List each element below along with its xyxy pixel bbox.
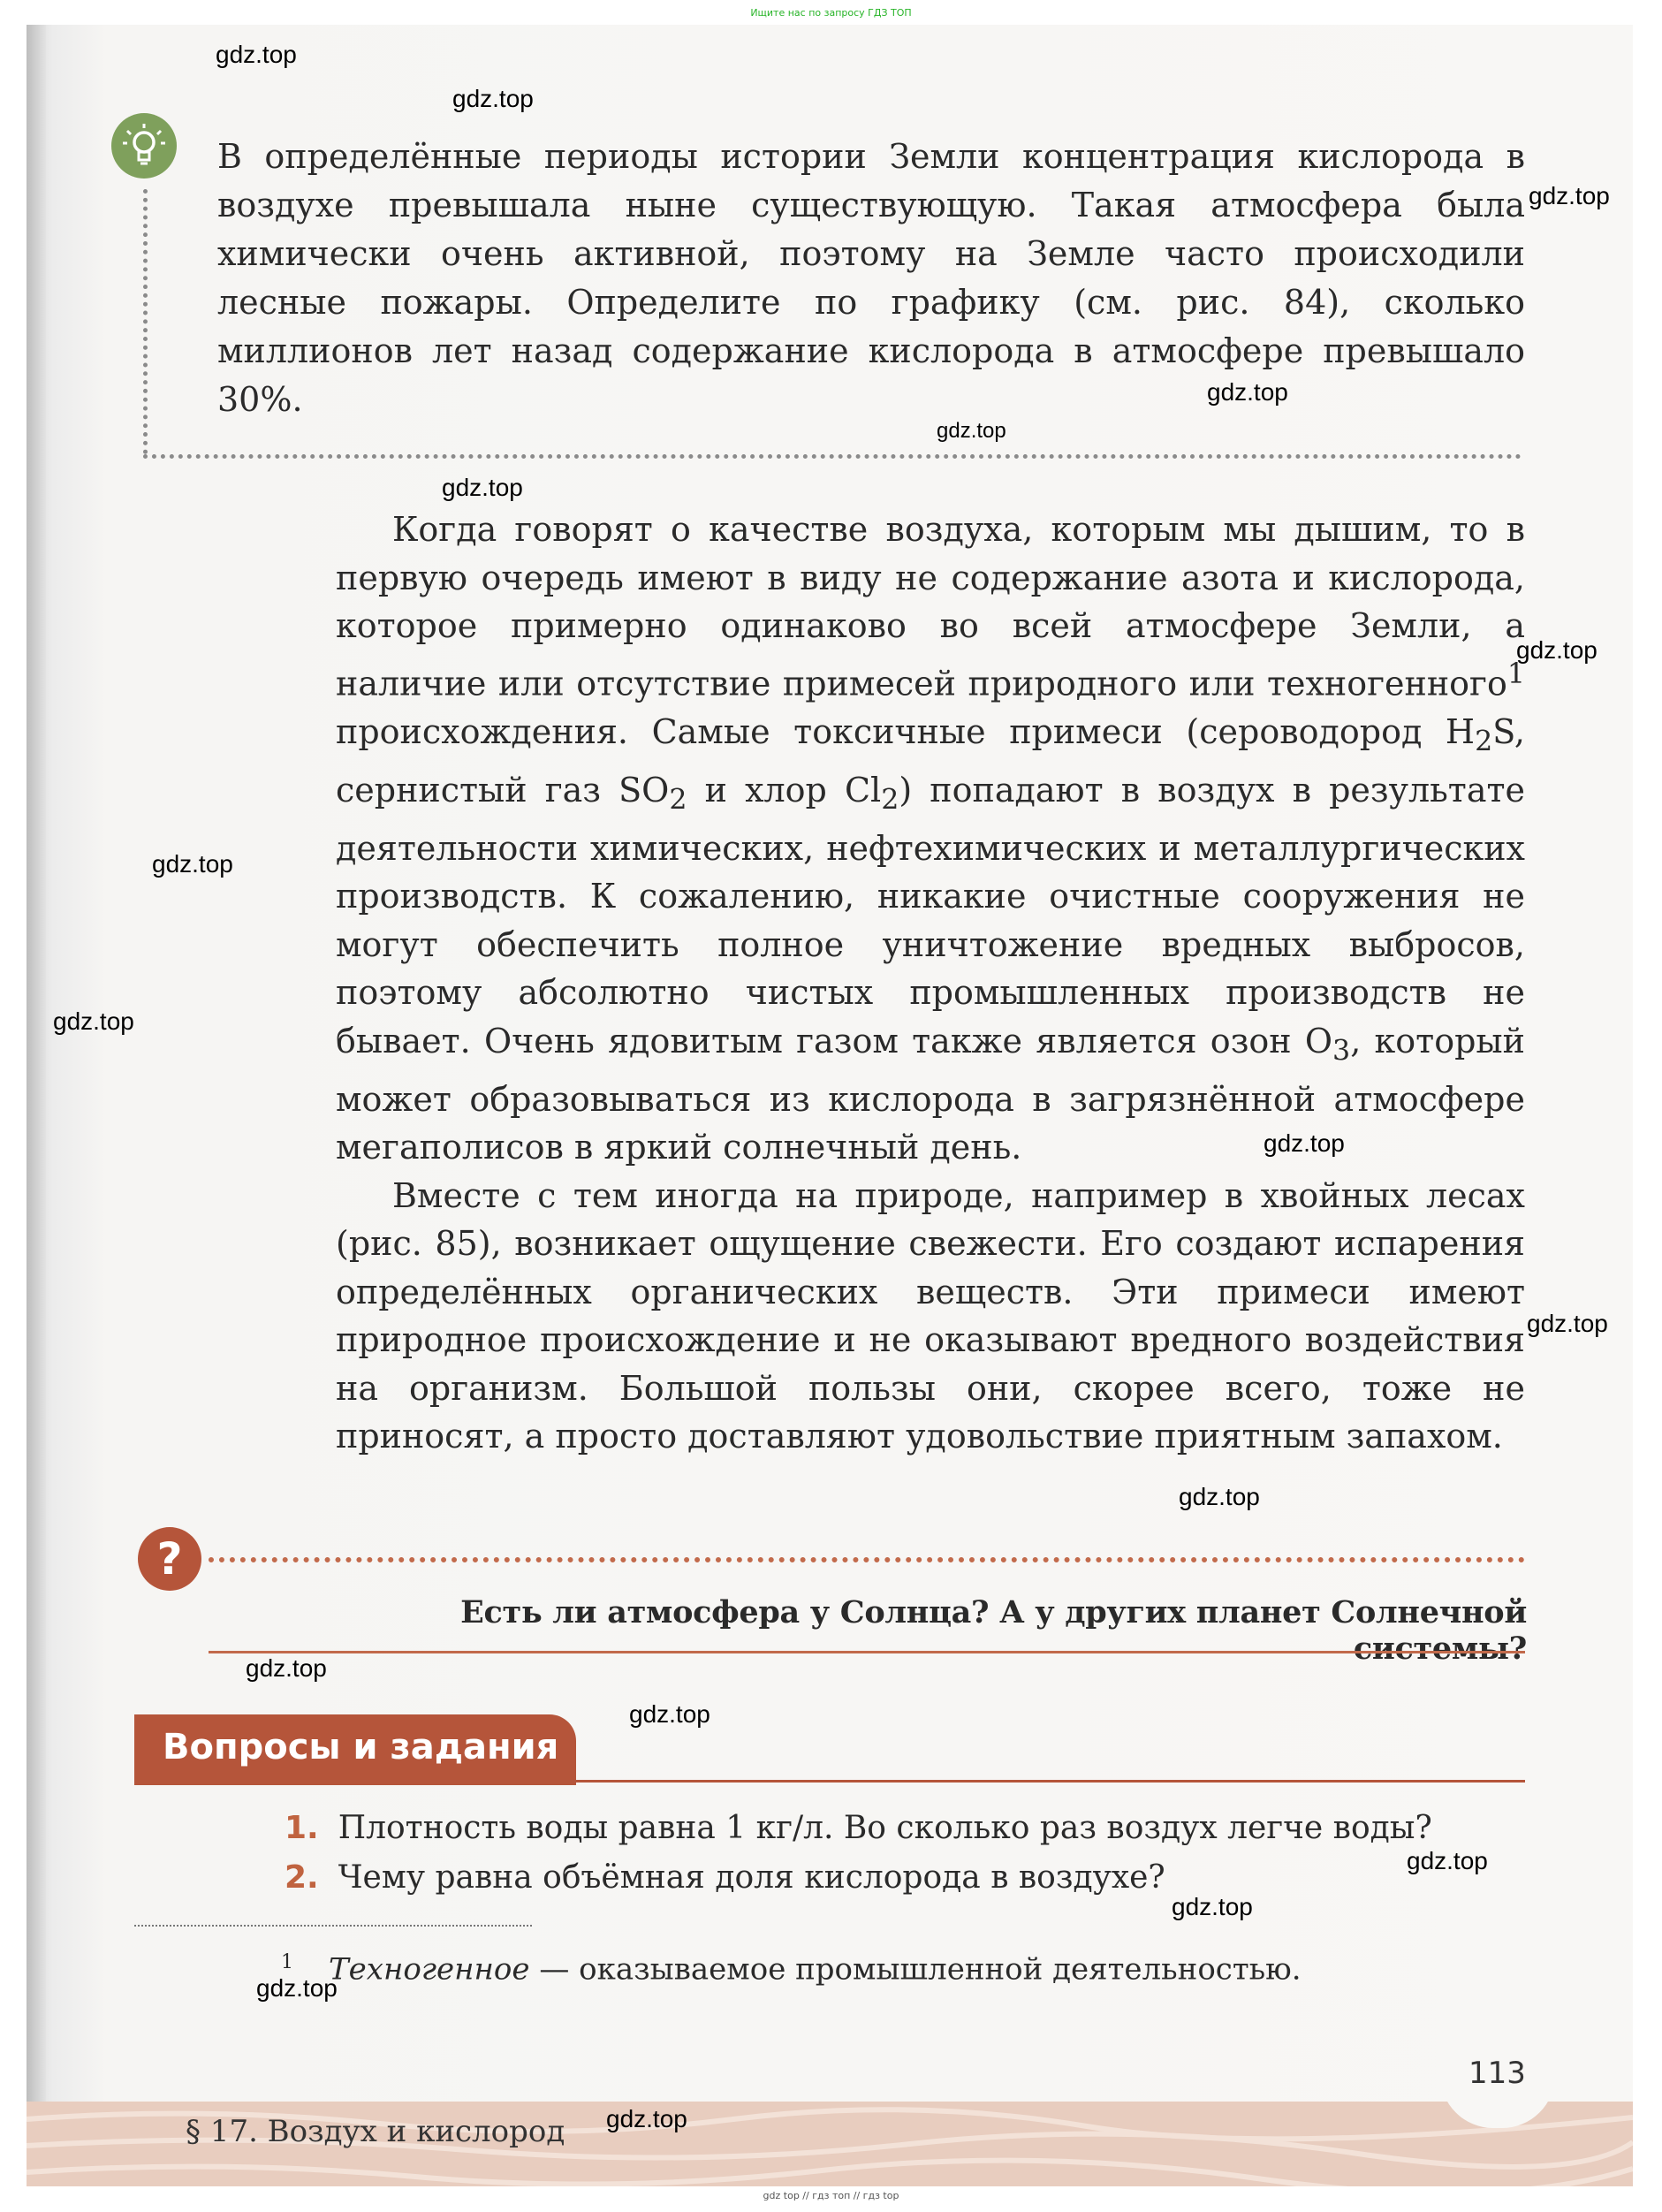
task-item (285, 1859, 1165, 1896)
text-run: и хлор Cl (687, 770, 882, 810)
page-binding-edge (27, 25, 46, 2181)
idea-dotted-border-vertical (143, 189, 148, 454)
watermark: gdz.top (53, 1007, 134, 1035)
bottom-banner[interactable]: gdz top // гдз топ // гдз top (763, 2190, 899, 2201)
watermark: gdz.top (452, 85, 534, 112)
text-run: происхождения. Самые токсичные примеси (сероводород H (336, 711, 1476, 751)
footnote (281, 1951, 1302, 1987)
watermark: gdz.top (152, 850, 233, 878)
task-number: 1. (285, 1810, 319, 1846)
task-item (285, 1810, 1432, 1846)
question-underline (209, 1651, 1525, 1653)
footnote-term: Техногенное (329, 1951, 530, 1988)
tasks-underline (134, 1780, 1525, 1783)
lightbulb-icon (111, 113, 177, 179)
o3-subscript: 3 (1332, 1035, 1351, 1068)
watermark: gdz.top (1407, 1847, 1488, 1874)
watermark: gdz.top (937, 419, 1006, 443)
page-number: 113 (1468, 2056, 1526, 2091)
watermark: gdz.top (629, 1700, 710, 1728)
main-text (336, 505, 1525, 1461)
watermark: gdz.top (1264, 1129, 1345, 1157)
watermark: gdz.top (1179, 1483, 1260, 1510)
footnote-divider (134, 1925, 532, 1927)
text-run: Когда говорят о качестве воздуха, которым мы дышим, то в первую очередь имеют в виду не содержание азота и кислорода, которое примерно одинаково во всей атмосфере Земли, а наличие или отсутствие примесей природного или техногенного (336, 510, 1525, 703)
section-title: § 17. Воздух и кислород (186, 2114, 565, 2149)
watermark: gdz.top (246, 1654, 327, 1682)
watermark: gdz.top (1527, 1310, 1608, 1337)
tasks-header-tab (134, 1714, 576, 1785)
watermark: gdz.top (216, 41, 297, 68)
watermark: gdz.top (442, 474, 523, 501)
cl2-subscript: 2 (881, 784, 899, 817)
so2-subscript: 2 (669, 784, 687, 817)
text-run: , который может образовываться из кислорода в загрязнённой атмосфере мегаполисов в яркий солнечный день. (336, 1021, 1525, 1167)
question-text: Есть ли атмосфера у Солнца? А у других планет Солнечной системы? (460, 1594, 1527, 1667)
watermark: gdz.top (1172, 1893, 1253, 1920)
top-search-banner[interactable]: Ищите нас по запросу ГДЗ ТОП (750, 7, 912, 19)
task-text: Плотность воды равна 1 кг/л. Во сколько раз воздух легче воды? (338, 1810, 1432, 1846)
idea-dotted-border-horizontal (143, 454, 1522, 459)
question-mark-icon: ? (138, 1527, 201, 1591)
h2s-subscript: 2 (1475, 726, 1493, 758)
watermark: gdz.top (1207, 378, 1288, 406)
footnote-marker: 1 (1506, 658, 1525, 690)
watermark: gdz.top (606, 2105, 687, 2132)
watermark: gdz.top (256, 1974, 338, 2002)
watermark: gdz.top (1516, 636, 1597, 664)
text-run: S, сернистый газ SO (336, 711, 1525, 810)
text-run: ) попадают в воздух в результате деятельности химических, нефтехимических и металлургических производств. К сожалению, никакие очистные сооружения не могут обеспечить полное уничтожение вредных выбросов, поэтому абсолютно чистых промышленных производств не бывает. Очень ядовитым газом также является озон O (336, 770, 1525, 1060)
tasks-title: Вопросы и задания (163, 1727, 559, 1767)
task-text: Чему равна объёмная доля кислорода в воздухе? (338, 1859, 1165, 1896)
footnote-definition: — оказываемое промышленной деятельностью. (529, 1951, 1302, 1988)
question-dotted-divider (209, 1557, 1525, 1562)
idea-block-text: В определённые периоды истории Земли концентрация кислорода в воздухе превышала ныне существующую. Такая атмосфера была химически очень активной, поэтому на Земле часто происходили лесные пожары. Определите по графику (см. рис. 84), сколько миллионов лет назад содержание кислорода в атмосфере превышало 30%. (217, 137, 1525, 419)
watermark: gdz.top (1529, 182, 1610, 209)
paragraph-air-quality (336, 505, 1525, 1172)
paragraph-forest-freshness: Вместе с тем иногда на природе, например в хвойных лесах (рис. 85), возникает ощущение свежести. Его создают испарения определённых органических веществ. Эти примеси имеют природное происхождение и не оказывают вредного воздействия на организм. Большой пользы они, скорее всего, тоже не приносят, а просто доставляют удовольствие приятным запахом. (336, 1175, 1525, 1456)
footnote-number: 1 (281, 1951, 293, 1973)
task-number: 2. (285, 1859, 319, 1896)
